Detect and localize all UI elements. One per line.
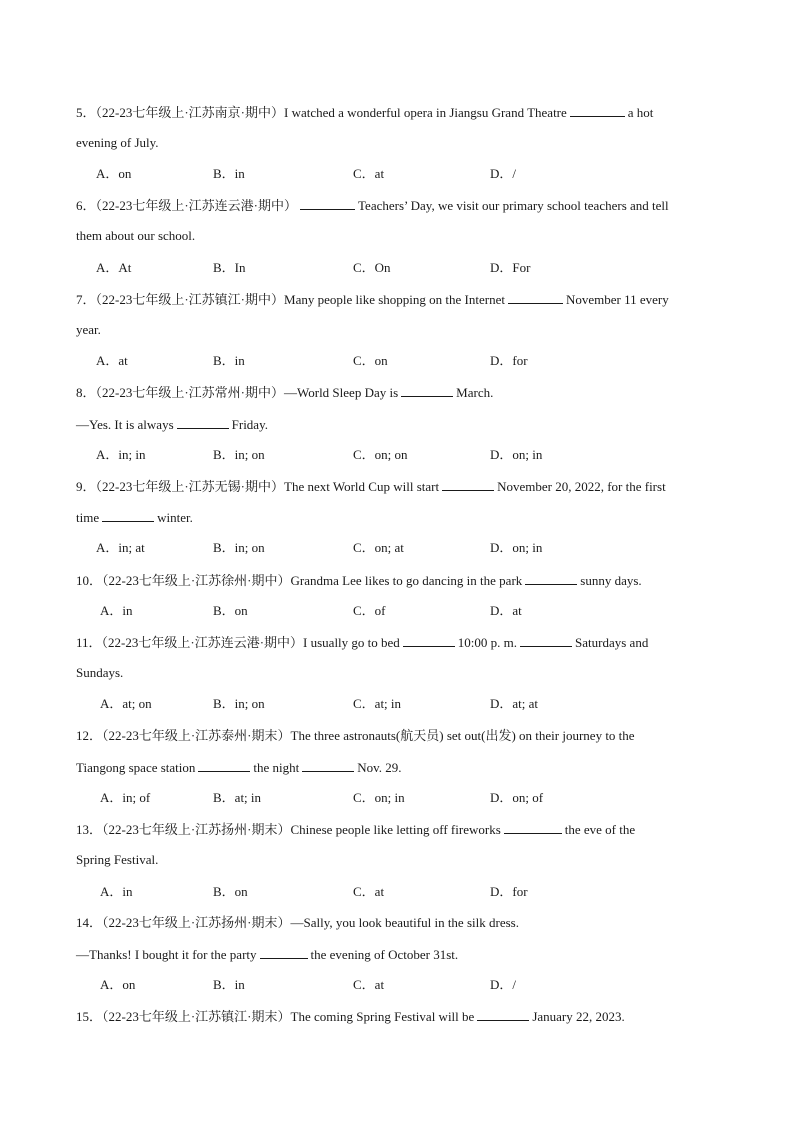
answer-blank[interactable] xyxy=(403,634,455,647)
option-d[interactable]: D．on; in xyxy=(490,540,543,555)
option-d[interactable]: D．at; at xyxy=(490,696,539,711)
question-text: sunny days. xyxy=(580,573,642,588)
question-5-cont xyxy=(76,135,159,151)
question-number: 15． xyxy=(76,1009,103,1024)
question-14-cont xyxy=(76,946,458,963)
question-text: Grandma Lee likes to go dancing in the park xyxy=(290,573,523,588)
question-text: Friday. xyxy=(231,417,268,432)
question-source: （22-23七年级上·江苏扬州·期末） xyxy=(102,915,291,930)
option-a[interactable]: A．in; in xyxy=(96,447,146,462)
option-d[interactable]: D．for xyxy=(490,353,528,368)
answer-blank[interactable] xyxy=(442,478,494,491)
option-c[interactable]: C．on xyxy=(353,353,388,368)
option-b[interactable]: B．on xyxy=(213,603,248,618)
answer-blank[interactable] xyxy=(177,416,229,429)
question-text: a hot xyxy=(627,105,654,120)
question-text: November 11 every xyxy=(565,292,669,307)
question-text: I watched a wonderful opera in Jiangsu Grand Theatre xyxy=(284,105,567,120)
question-source: （22-23七年级上·江苏泰州·期末） xyxy=(102,728,291,743)
question-text: —Yes. It is always xyxy=(76,417,174,432)
question-6-cont xyxy=(76,228,195,244)
option-b[interactable]: B．In xyxy=(213,260,246,275)
question-source: （22-23七年级上·江苏镇江·期末） xyxy=(102,1009,291,1024)
option-a[interactable]: A．in xyxy=(100,603,133,618)
option-c[interactable]: C．at xyxy=(353,977,385,992)
question-source: （22-23七年级上·江苏扬州·期末） xyxy=(102,822,291,837)
option-a[interactable]: A．in xyxy=(100,884,133,899)
answer-blank[interactable] xyxy=(525,572,577,585)
question-text: Nov. 29. xyxy=(357,760,402,775)
question-text: year. xyxy=(76,322,101,337)
question-text: Spring Festival. xyxy=(76,852,159,867)
option-d[interactable]: D．on; in xyxy=(490,447,543,462)
question-text: Saturdays and xyxy=(575,635,649,650)
question-text: Many people like shopping on the Internet xyxy=(284,292,505,307)
option-c[interactable]: C．on; at xyxy=(353,540,404,555)
option-d[interactable]: D．/ xyxy=(490,977,517,992)
option-a[interactable]: A．in; at xyxy=(96,540,145,555)
option-c[interactable]: C．on; on xyxy=(353,447,408,462)
question-7-options xyxy=(0,353,794,369)
question-text: the evening of October 31st. xyxy=(310,947,459,962)
question-6-options xyxy=(0,260,794,276)
question-9-stem xyxy=(76,478,666,495)
answer-blank[interactable] xyxy=(570,104,625,117)
answer-blank[interactable] xyxy=(102,509,154,522)
question-14-stem xyxy=(76,915,519,931)
option-d[interactable]: D．at xyxy=(490,603,522,618)
answer-blank[interactable] xyxy=(508,291,563,304)
option-c[interactable]: C．on; in xyxy=(353,790,405,805)
question-text: time xyxy=(76,510,100,525)
answer-blank[interactable] xyxy=(520,634,572,647)
question-number: 13． xyxy=(76,822,103,837)
option-b[interactable]: B．in xyxy=(213,977,245,992)
answer-blank[interactable] xyxy=(477,1008,529,1021)
option-d[interactable]: D．For xyxy=(490,260,531,275)
option-b[interactable]: B．in; on xyxy=(213,696,265,711)
question-text: Chinese people like letting off fireworks xyxy=(290,822,501,837)
answer-blank[interactable] xyxy=(302,759,354,772)
question-source: （22-23七年级上·江苏无锡·期中） xyxy=(95,479,285,494)
question-text: Sundays. xyxy=(76,665,124,680)
question-text: The three astronauts(航天员) set out(出发) on their journey to the xyxy=(290,728,635,743)
option-c[interactable]: C．On xyxy=(353,260,391,275)
question-10-stem xyxy=(76,572,642,589)
question-11-cont xyxy=(76,665,123,681)
question-5-stem xyxy=(76,104,653,121)
question-text: Teachers’ Day, we visit our primary school teachers and tell xyxy=(358,198,669,213)
question-source: （22-23七年级上·江苏连云港·期中） xyxy=(95,198,298,213)
option-b[interactable]: B．at; in xyxy=(213,790,262,805)
question-number: 12． xyxy=(76,728,103,743)
question-number: 6． xyxy=(76,198,96,213)
question-9-options xyxy=(0,540,794,556)
question-number: 14． xyxy=(76,915,103,930)
question-number: 10． xyxy=(76,573,103,588)
option-b[interactable]: B．in; on xyxy=(213,540,265,555)
option-c[interactable]: C．at xyxy=(353,884,385,899)
option-b[interactable]: B．in xyxy=(213,353,245,368)
option-d[interactable]: D．for xyxy=(490,884,528,899)
question-13-stem xyxy=(76,821,635,838)
answer-blank[interactable] xyxy=(198,759,250,772)
question-12-cont xyxy=(76,759,402,776)
question-source: （22-23七年级上·江苏镇江·期中） xyxy=(95,292,285,307)
question-11-stem xyxy=(76,634,648,651)
question-source: （22-23七年级上·江苏南京·期中） xyxy=(95,105,285,120)
option-a[interactable]: A．At xyxy=(96,260,132,275)
option-d[interactable]: D．/ xyxy=(490,166,517,181)
question-text: I usually go to bed xyxy=(303,635,400,650)
question-6-stem xyxy=(76,197,669,214)
option-b[interactable]: B．on xyxy=(213,884,248,899)
question-9-cont xyxy=(76,509,193,526)
question-text: January 22, 2023. xyxy=(532,1009,625,1024)
option-a[interactable]: A．at; on xyxy=(100,696,152,711)
question-text: the night xyxy=(253,760,300,775)
question-13-options xyxy=(0,884,794,900)
question-text: —Sally, you look beautiful in the silk dress. xyxy=(290,915,519,930)
option-c[interactable]: C．at xyxy=(353,166,385,181)
option-a[interactable]: A．in; of xyxy=(100,790,151,805)
question-number: 9． xyxy=(76,479,96,494)
question-text: them about our school. xyxy=(76,228,196,243)
question-7-cont xyxy=(76,322,101,338)
question-text: winter. xyxy=(157,510,193,525)
option-d[interactable]: D．on; of xyxy=(490,790,544,805)
question-11-options xyxy=(0,696,794,712)
option-a[interactable]: A．at xyxy=(96,353,128,368)
option-b[interactable]: B．in xyxy=(213,166,245,181)
question-7-stem xyxy=(76,291,669,308)
question-8-cont xyxy=(76,416,268,433)
question-source: （22-23七年级上·江苏常州·期中） xyxy=(95,385,285,400)
question-12-options xyxy=(0,790,794,806)
question-text: March. xyxy=(456,385,494,400)
question-14-options xyxy=(0,977,794,993)
question-text: the eve of the xyxy=(564,822,636,837)
question-text: evening of July. xyxy=(76,135,159,150)
question-10-options xyxy=(0,603,794,619)
option-a[interactable]: A．on xyxy=(96,166,132,181)
question-source: （22-23七年级上·江苏连云港·期中） xyxy=(101,635,304,650)
question-source: （22-23七年级上·江苏徐州·期中） xyxy=(102,573,291,588)
answer-blank[interactable] xyxy=(401,384,453,397)
question-15-stem xyxy=(76,1008,625,1025)
question-13-cont xyxy=(76,852,158,868)
question-text: —World Sleep Day is xyxy=(284,385,399,400)
question-text: The next World Cup will start xyxy=(284,479,440,494)
option-c[interactable]: C．at; in xyxy=(353,696,402,711)
question-number: 8． xyxy=(76,385,96,400)
option-c[interactable]: C．of xyxy=(353,603,386,618)
question-text: November 20, 2022, for the first xyxy=(497,479,666,494)
question-12-stem xyxy=(76,728,635,744)
question-text: Tiangong space station xyxy=(76,760,196,775)
question-text: The coming Spring Festival will be xyxy=(290,1009,475,1024)
question-8-stem xyxy=(76,384,493,401)
question-number: 11． xyxy=(76,635,102,650)
question-number: 7． xyxy=(76,292,96,307)
question-text: —Thanks! I bought it for the party xyxy=(76,947,257,962)
option-a[interactable]: A．on xyxy=(100,977,136,992)
question-5-options xyxy=(0,166,794,182)
answer-blank[interactable] xyxy=(300,197,355,210)
option-b[interactable]: B．in; on xyxy=(213,447,265,462)
answer-blank[interactable] xyxy=(504,821,562,834)
answer-blank[interactable] xyxy=(260,946,308,959)
question-8-options xyxy=(0,447,794,463)
question-number: 5． xyxy=(76,105,96,120)
question-text: 10:00 p. m. xyxy=(457,635,518,650)
